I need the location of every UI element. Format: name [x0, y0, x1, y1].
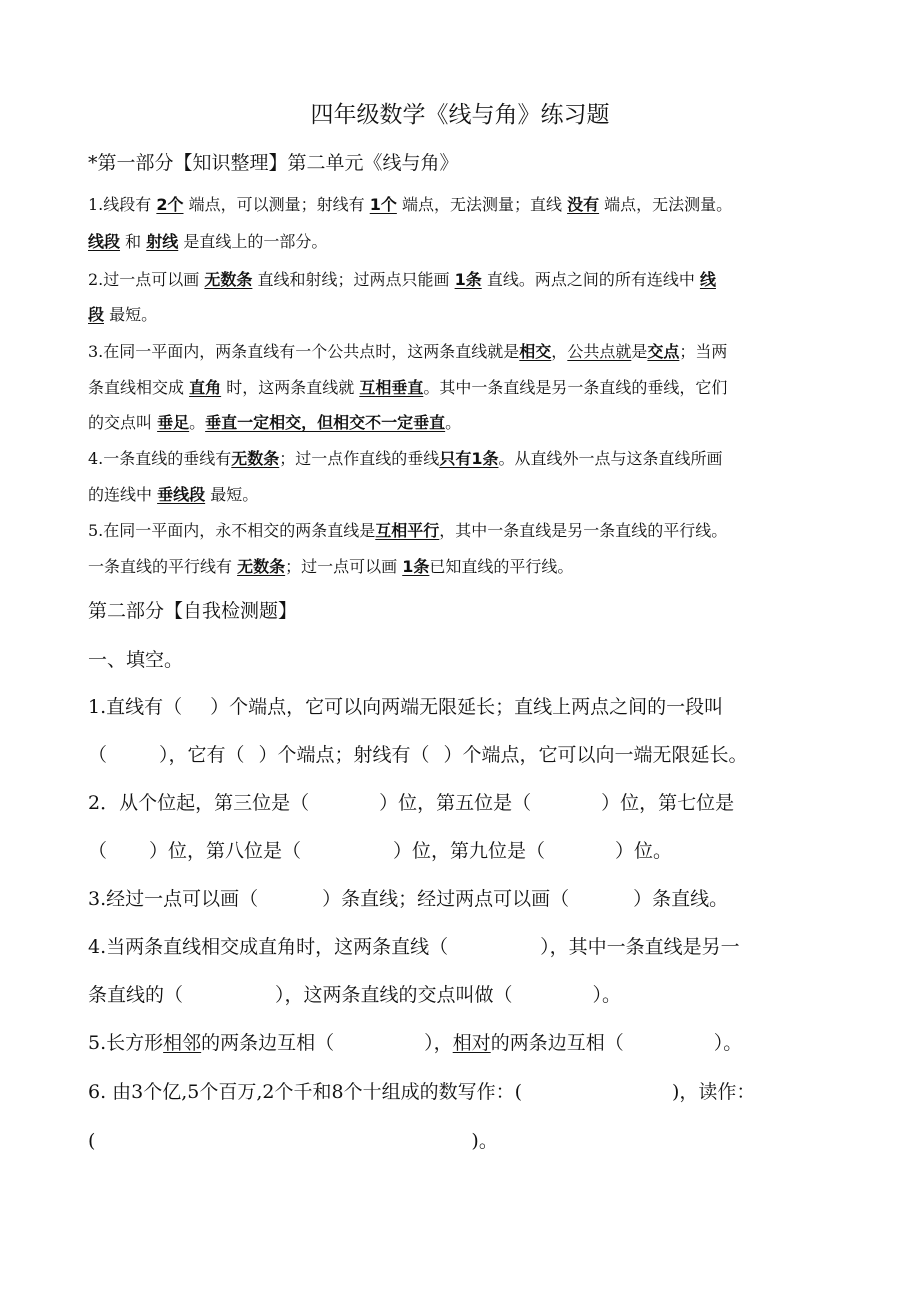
answer-duan: 段	[88, 305, 105, 324]
question-2-line1: 2．从个位起，第三位是（ ）位，第五位是（ ）位，第七位是	[88, 792, 735, 814]
page-title: 四年级数学《线与角》练习题	[310, 102, 610, 128]
knowledge-item-4-line2: 的连线中 垂线段 最短。	[88, 485, 259, 504]
question-6-line1: 6. 由3个亿,5个百万,2个千和8个十组成的数写作：( )，读作：	[88, 1081, 756, 1103]
knowledge-item-1-line2: 线段 和 射线 是直线上的一部分。	[88, 232, 328, 251]
answer-huxiangchuizhi: 互相垂直	[359, 378, 424, 397]
fill-in-section-title: 一、填空。	[88, 649, 184, 671]
answer-xian: 线	[699, 270, 716, 289]
part2-heading: 第二部分【自我检测题】	[88, 600, 298, 622]
knowledge-item-2-line2: 段 最短。	[88, 305, 158, 324]
question-3: 3.经过一点可以画（ ）条直线；经过两点可以画（ ）条直线。	[88, 888, 729, 910]
answer-key-point: 垂直一定相交，但相交不一定垂直	[205, 413, 446, 432]
answer-chuixianduan: 垂线段	[157, 485, 206, 504]
question-4-line2: 条直线的（ ），这两条直线的交点叫做（ ）。	[88, 984, 622, 1006]
question-2-line2: （ ）位，第八位是（ ）位，第九位是（ ）位。	[88, 840, 673, 862]
question-1-line2: （ ），它有（ ）个端点；射线有（ ）个端点，它可以向一端无限延长。	[88, 744, 748, 766]
knowledge-item-3-line2: 条直线相交成 直角 时，这两条直线就 互相垂直。其中一条直线是另一条直线的垂线，它们	[88, 378, 728, 397]
part1-heading: *第一部分【知识整理】第二单元《线与角》	[88, 152, 459, 174]
answer-zhiyou-1-tiao: 只有1条	[439, 449, 499, 468]
answer-wushutiao-2: 无数条	[231, 449, 280, 468]
knowledge-item-3-line3: 的交点叫 垂足。垂直一定相交，但相交不一定垂直。	[88, 413, 462, 432]
answer-chuizu: 垂足	[157, 413, 190, 432]
question-4-line1: 4.当两条直线相交成直角时，这两条直线（ ），其中一条直线是另一	[88, 936, 740, 958]
underlined-xiangdui: 相对	[452, 1032, 491, 1054]
knowledge-item-5-line2: 一条直线的平行线有 无数条；过一点可以画 1条已知直线的平行线。	[88, 557, 574, 576]
knowledge-item-4-line1: 4.一条直线的垂线有无数条；过一点作直线的垂线只有1条。从直线外一点与这条直线所画	[88, 449, 723, 468]
answer-huxiangpingxing: 互相平行	[375, 521, 440, 540]
knowledge-item-1-line1: 1.线段有 2个 端点，可以测量；射线有 1个 端点，无法测量；直线 没有 端点，无法测量。	[88, 195, 733, 214]
knowledge-item-2-line1: 2.过一点可以画 无数条 直线和射线；过两点只能画 1条 直线。两点之间的所有连线中 线	[88, 270, 716, 289]
answer-jiaodian: 交点	[647, 342, 680, 361]
underlined-xianglin: 相邻	[163, 1032, 202, 1054]
answer-wushutiao-3: 无数条	[237, 557, 286, 576]
knowledge-item-3-line1: 3.在同一平面内，两条直线有一个公共点时，这两条直线就是相交，公共点就是交点；当两	[88, 342, 728, 361]
question-6-line2: ( )。	[88, 1130, 498, 1152]
answer-1-tiao-2: 1条	[402, 557, 430, 576]
answer-shexian: 射线	[146, 232, 179, 251]
answer-2-ge: 2个	[156, 195, 184, 214]
answer-meiyou: 没有	[567, 195, 600, 214]
question-1-line1: 1.直线有（ ）个端点，它可以向两端无限延长；直线上两点之间的一段叫	[88, 696, 724, 718]
answer-xiangjiao: 相交	[519, 342, 552, 361]
answer-1-tiao: 1条	[454, 270, 482, 289]
question-5: 5.长方形相邻的两条边互相（ ），相对的两条边互相（ ）。	[88, 1032, 743, 1054]
answer-zhijiao: 直角	[189, 378, 222, 397]
knowledge-item-5-line1: 5.在同一平面内，永不相交的两条直线是互相平行，其中一条直线是另一条直线的平行线。	[88, 521, 728, 540]
answer-wushutiao: 无数条	[204, 270, 253, 289]
answer-xianduan: 线段	[88, 232, 121, 251]
underlined-gonggongdian: 公共点就	[567, 342, 632, 361]
answer-1-ge: 1个	[369, 195, 397, 214]
